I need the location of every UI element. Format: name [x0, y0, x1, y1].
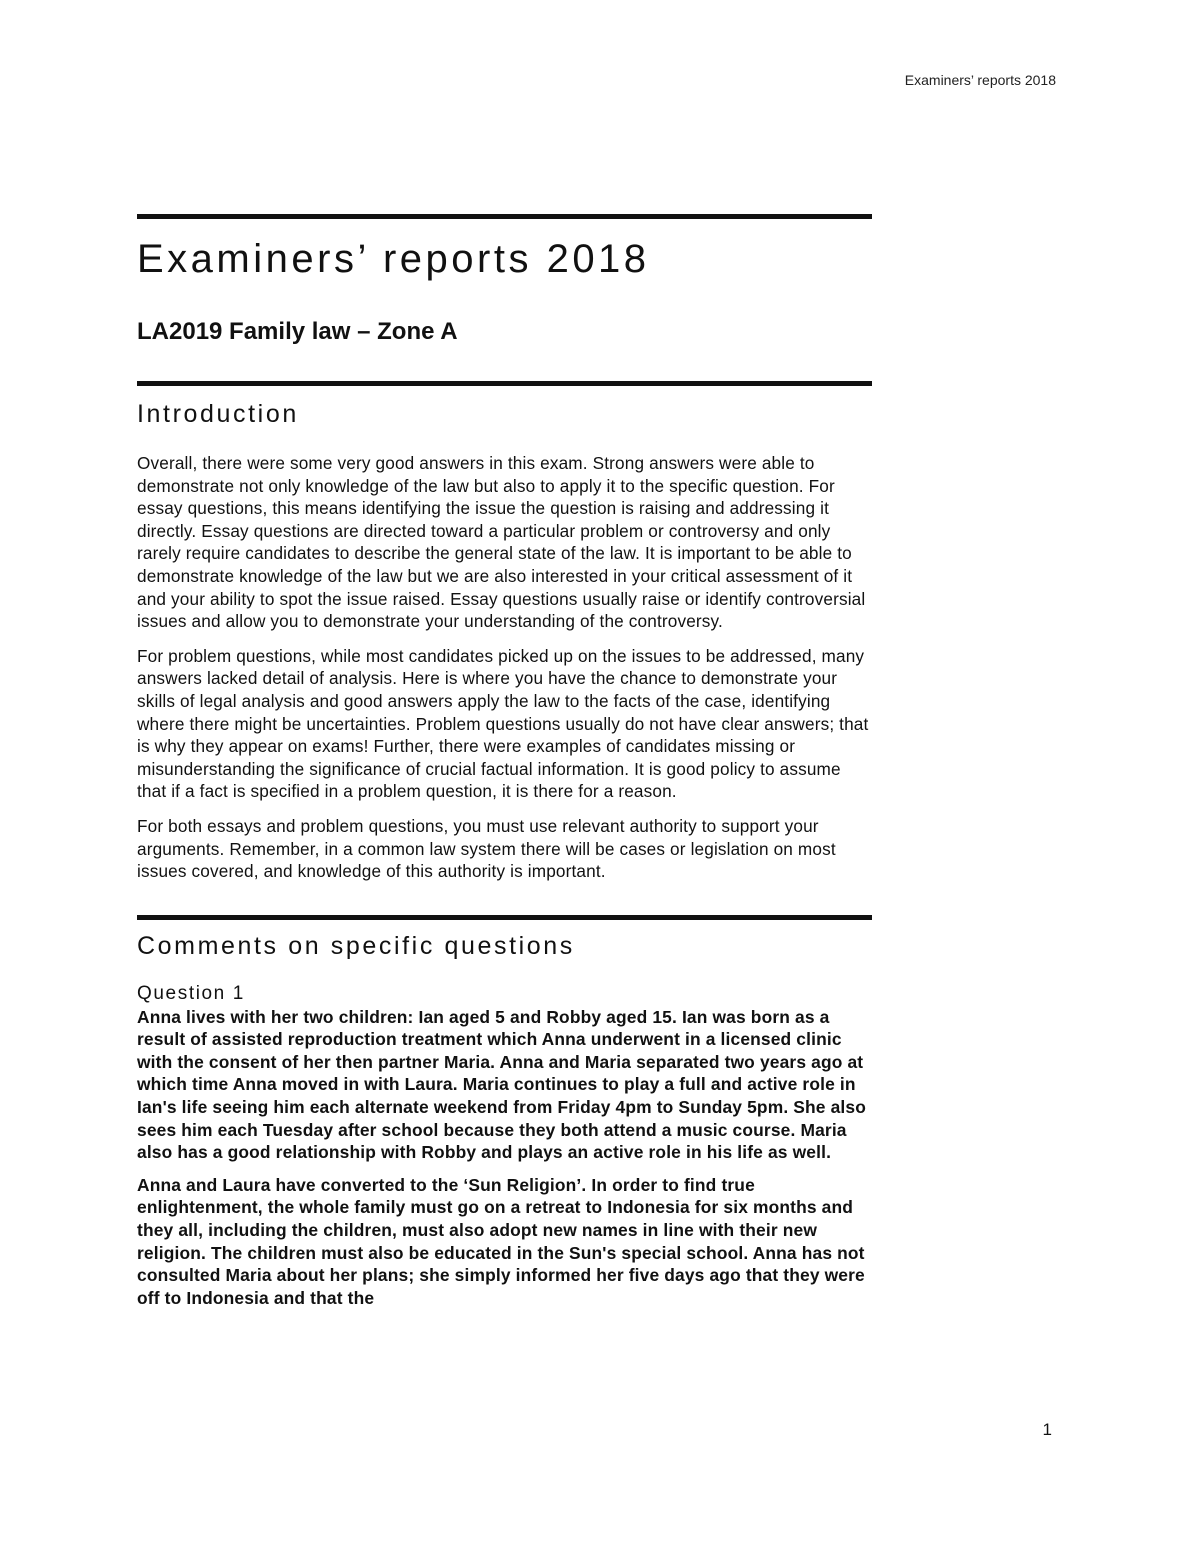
comments-rule — [137, 915, 872, 920]
running-header: Examiners’ reports 2018 — [904, 72, 1056, 88]
page-number: 1 — [1042, 1420, 1052, 1439]
document-subtitle: LA2019 Family law – Zone A — [137, 318, 458, 345]
introduction-rule — [137, 381, 872, 386]
introduction-paragraph: For problem questions, while most candidates picked up on the issues to be addressed, many answers lacked detail of analysis. Here is where you have the chance to demonstrate your skills of legal analysis and good answers apply the law to the facts of the case, identifying where there might be uncertainties. Problem questions usually do not have clear answers; that is why they appear on exams! Further, there were examples of candidates missing or misunderstanding the significance of crucial factual information. It is good policy to assume that if a fact is specified in a problem question, it is there for a reason. — [137, 645, 869, 802]
question-paragraph: Anna and Laura have converted to the ‘Sun Religion’. In order to find true enlightenment, the whole family must go on a retreat to Indonesia for six months and they all, including the children, must also adopt new names in line with their new religion. The children must also be educated in the Sun's special school. Anna has not consulted Maria about her plans; she simply informed her five days ago that they were off to Indonesia and that the — [137, 1174, 865, 1308]
question-body — [137, 1006, 872, 1310]
introduction-body — [137, 452, 872, 883]
introduction-paragraph: Overall, there were some very good answers in this exam. Strong answers were able to demonstrate not only knowledge of the law but also to apply it to the specific question. For essay questions, this means identifying the issue the question is raising and addressing it directly. Essay questions are directed toward a particular problem or controversy and only rarely require candidates to describe the general state of the law. It is important to be able to demonstrate knowledge of the law but we are also interested in your critical assessment of it and your ability to spot the issue raised. Essay questions usually raise or identify controversial issues and allow you to demonstrate your understanding of the controversy. — [137, 453, 866, 632]
document-title: Examiners’ reports 2018 — [137, 237, 650, 281]
question-label: Question 1 — [137, 982, 245, 1004]
introduction-heading: Introduction — [137, 400, 299, 428]
comments-heading: Comments on specific questions — [137, 931, 575, 960]
top-rule — [137, 214, 872, 219]
page-content — [137, 214, 872, 1319]
introduction-paragraph: For both essays and problem questions, you must use relevant authority to support your arguments. Remember, in a common law system there will be cases or legislation on most issues covered, and knowledge of this authority is important. — [137, 815, 836, 882]
question-paragraph: Anna lives with her two children: Ian aged 5 and Robby aged 15. Ian was born as a result of assisted reproduction treatment which Anna underwent in a licensed clinic with the consent of her then partner Maria. Anna and Maria separated two years ago at which time Anna moved in with Laura. Maria continues to play a full and active role in Ian's life seeing him each alternate weekend from Friday 4pm to Sunday 5pm. She also sees him each Tuesday after school because they both attend a music course. Maria also has a good relationship with Robby and plays an active role in his life as well. — [137, 1006, 867, 1163]
